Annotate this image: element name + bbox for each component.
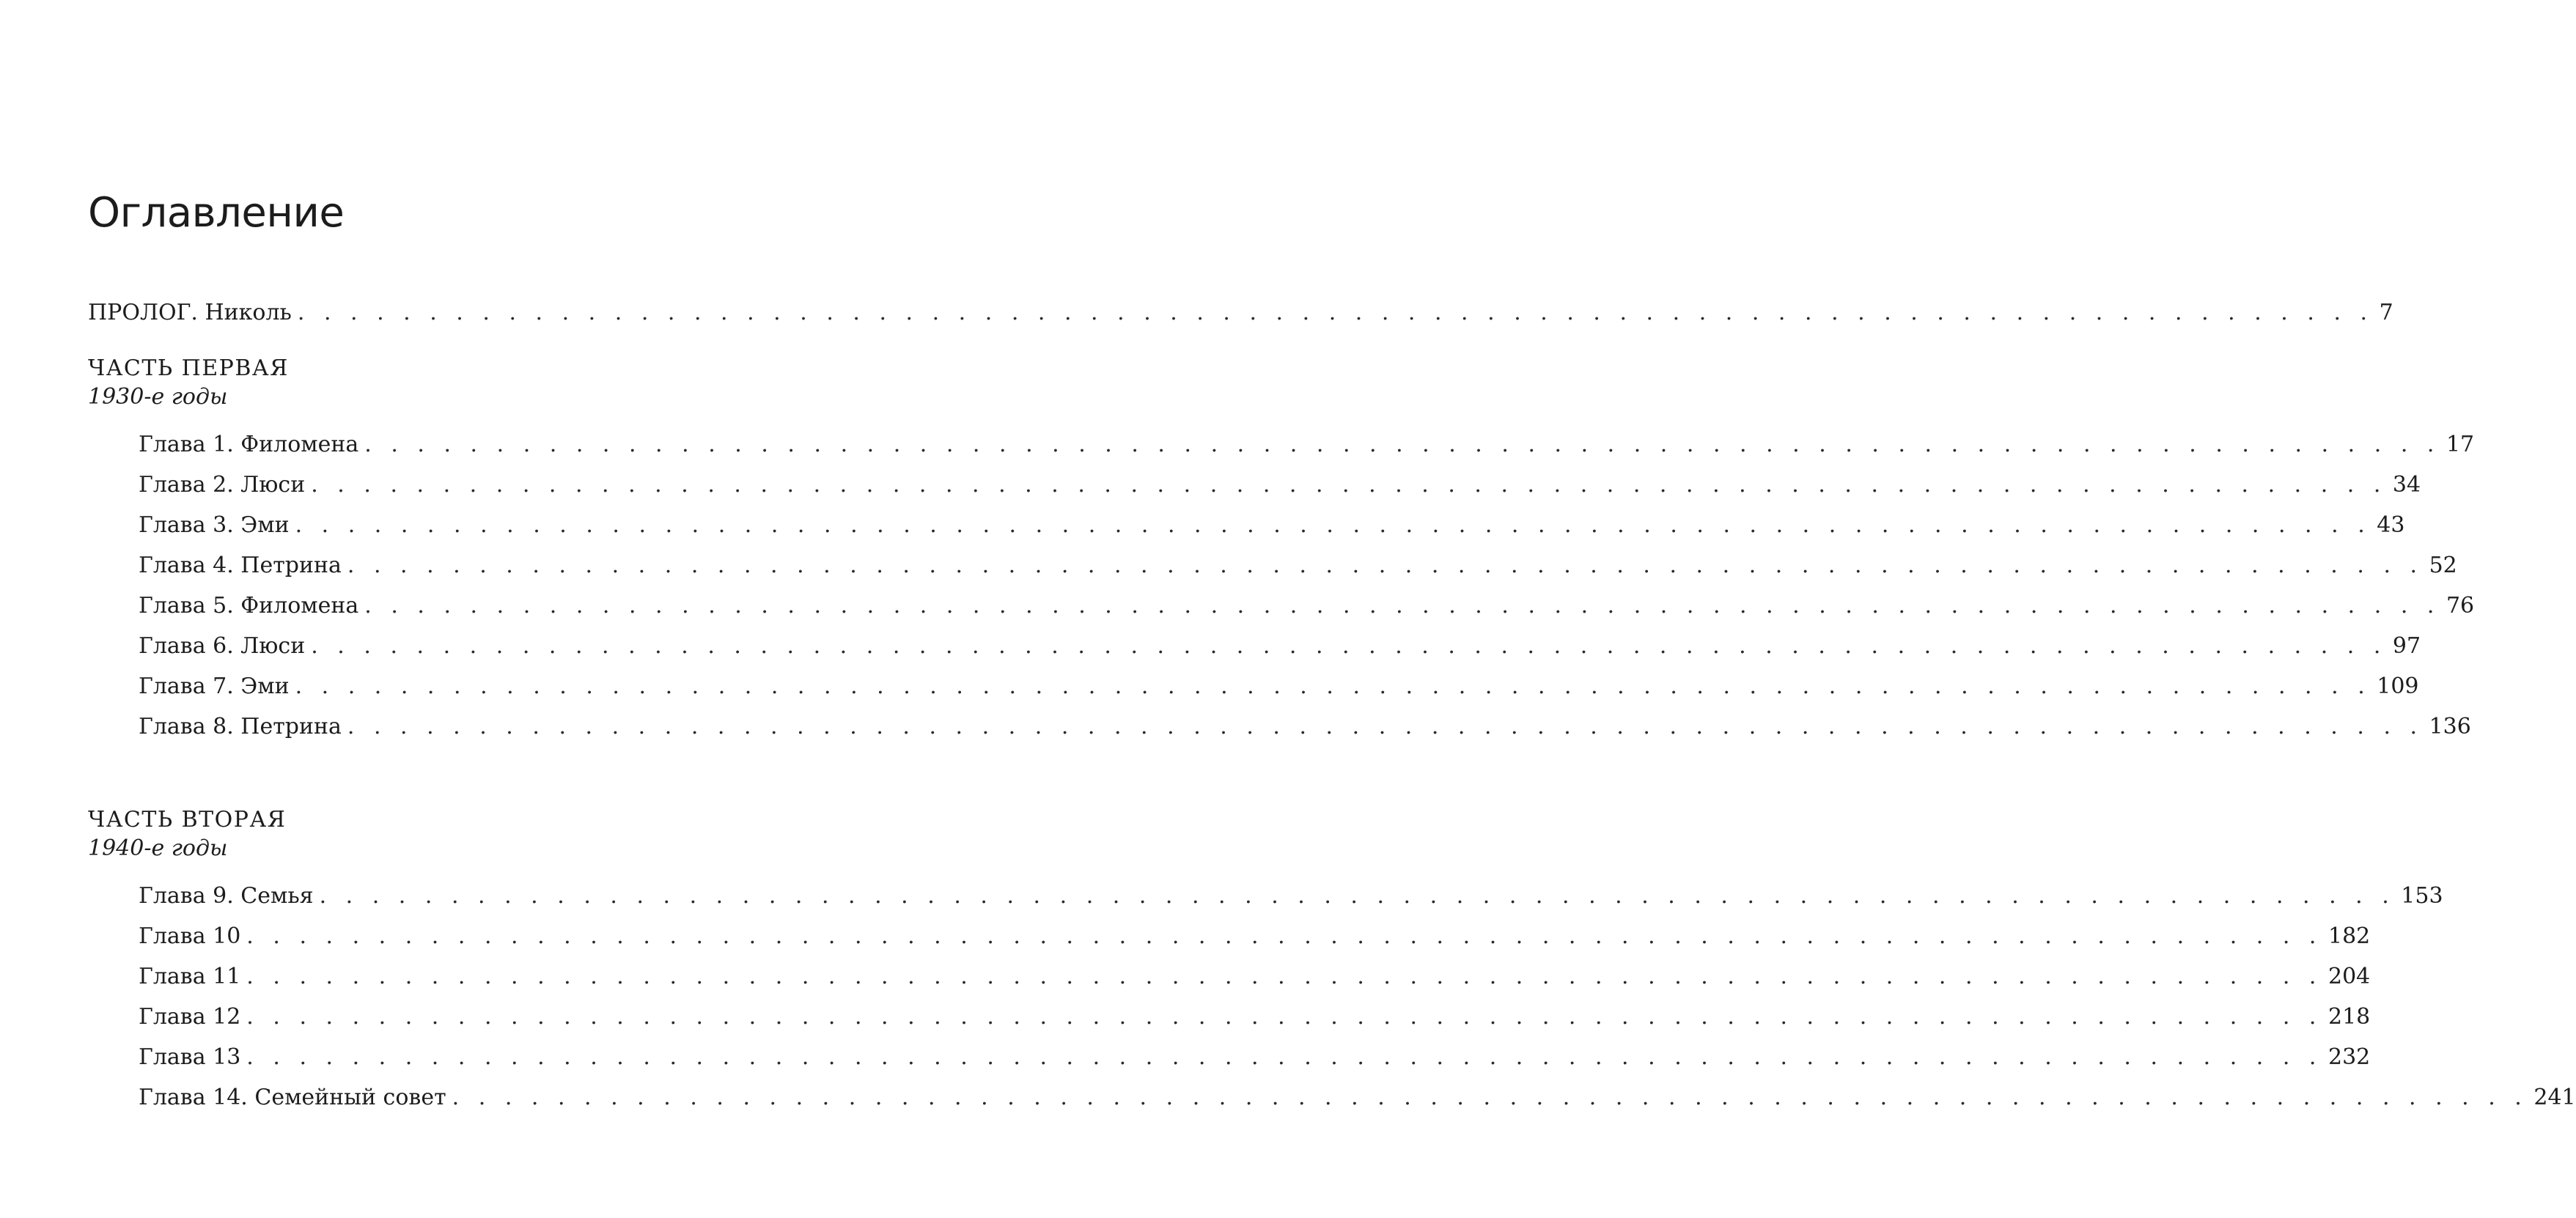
toc-entry-label: Глава 8. Петрина bbox=[139, 714, 342, 739]
toc-page-number: 153 bbox=[2401, 883, 2443, 909]
toc-page-number: 204 bbox=[2327, 964, 2371, 989]
toc-entry-label: Глава 14. Семейный совет bbox=[139, 1085, 446, 1110]
toc-page-number: 43 bbox=[2377, 512, 2405, 538]
toc-entry-label: Глава 11 bbox=[139, 964, 241, 989]
toc-page-number: 97 bbox=[2392, 633, 2421, 659]
toc-entry-label: Глава 12 bbox=[139, 1004, 241, 1030]
toc-entry-chapter-5[interactable] bbox=[139, 593, 2475, 619]
toc-entry-chapter-6[interactable] bbox=[139, 633, 2421, 659]
toc-entry-chapter-4[interactable] bbox=[139, 553, 2457, 578]
toc-leader-dots: . . . . . . . . . . . . . . . . . . . . . . . . . . . . . . . . . . . . . . . . . . . . . . . . . . . . . . . . . . . . . . . . . . . . . . . . . . . . . . . bbox=[452, 1085, 2528, 1110]
toc-leader-dots: . . . . . . . . . . . . . . . . . . . . . . . . . . . . . . . . . . . . . . . . . . . . . . . . . . . . . . . . . . . . . . . . . . . . . . . . . . . . . . . bbox=[246, 923, 2322, 949]
toc-entry-label: Глава 7. Эми bbox=[139, 673, 290, 699]
toc-page-number: 232 bbox=[2327, 1044, 2371, 1070]
toc-leader-dots: . . . . . . . . . . . . . . . . . . . . . . . . . . . . . . . . . . . . . . . . . . . . . . . . . . . . . . . . . . . . . . . . . . . . . . . . . . . . . . . bbox=[347, 553, 2424, 578]
toc-page-number: 182 bbox=[2327, 923, 2371, 949]
toc-entry-chapter-14[interactable] bbox=[139, 1085, 2576, 1110]
toc-page-number: 76 bbox=[2446, 593, 2475, 619]
part-two-title: ЧАСТЬ ВТОРАЯ bbox=[88, 807, 287, 833]
toc-entry-label: Глава 4. Петрина bbox=[139, 553, 342, 578]
toc-leader-dots: . . . . . . . . . . . . . . . . . . . . . . . . . . . . . . . . . . . . . . . . . . . . . . . . . . . . . . . . . . . . . . . . . . . . . . . . . . . . . . . bbox=[319, 883, 2396, 909]
toc-leader-dots: . . . . . . . . . . . . . . . . . . . . . . . . . . . . . . . . . . . . . . . . . . . . . . . . . . . . . . . . . . . . . . . . . . . . . . . . . . . . . . . bbox=[347, 714, 2424, 739]
toc-entry-chapter-9[interactable] bbox=[139, 883, 2443, 909]
toc-leader-dots: . . . . . . . . . . . . . . . . . . . . . . . . . . . . . . . . . . . . . . . . . . . . . . . . . . . . . . . . . . . . . . . . . . . . . . . . . . . . . . . bbox=[311, 633, 2387, 659]
toc-entry-label: Глава 13 bbox=[139, 1044, 241, 1070]
toc-entry-label: Глава 10 bbox=[139, 923, 241, 949]
toc-entry-label: Глава 2. Люси bbox=[139, 472, 306, 498]
toc-leader-dots: . . . . . . . . . . . . . . . . . . . . . . . . . . . . . . . . . . . . . . . . . . . . . . . . . . . . . . . . . . . . . . . . . . . . . . . . . . . . . . . bbox=[364, 593, 2440, 619]
toc-entry-chapter-11[interactable] bbox=[139, 964, 2371, 989]
toc-entry-label: Глава 5. Филомена bbox=[139, 593, 359, 619]
toc-leader-dots: . . . . . . . . . . . . . . . . . . . . . . . . . . . . . . . . . . . . . . . . . . . . . . . . . . . . . . . . . . . . . . . . . . . . . . . . . . . . . . . bbox=[311, 472, 2387, 498]
toc-entry-prologue[interactable] bbox=[88, 300, 2393, 325]
toc-page-number: 34 bbox=[2392, 472, 2421, 498]
part-two-years: 1940-е годы bbox=[88, 835, 228, 861]
toc-entry-chapter-10[interactable] bbox=[139, 923, 2371, 949]
toc-leader-dots: . . . . . . . . . . . . . . . . . . . . . . . . . . . . . . . . . . . . . . . . . . . . . . . . . . . . . . . . . . . . . . . . . . . . . . . . . . . . . . . bbox=[295, 512, 2371, 538]
toc-leader-dots: . . . . . . . . . . . . . . . . . . . . . . . . . . . . . . . . . . . . . . . . . . . . . . . . . . . . . . . . . . . . . . . . . . . . . . . . . . . . . . . bbox=[297, 300, 2374, 325]
toc-page-number: 109 bbox=[2377, 673, 2419, 699]
part-one-years: 1930-е годы bbox=[88, 384, 228, 410]
toc-page-number: 7 bbox=[2379, 300, 2393, 325]
toc-leader-dots: . . . . . . . . . . . . . . . . . . . . . . . . . . . . . . . . . . . . . . . . . . . . . . . . . . . . . . . . . . . . . . . . . . . . . . . . . . . . . . . bbox=[246, 964, 2322, 989]
toc-leader-dots: . . . . . . . . . . . . . . . . . . . . . . . . . . . . . . . . . . . . . . . . . . . . . . . . . . . . . . . . . . . . . . . . . . . . . . . . . . . . . . . bbox=[364, 432, 2440, 457]
toc-leader-dots: . . . . . . . . . . . . . . . . . . . . . . . . . . . . . . . . . . . . . . . . . . . . . . . . . . . . . . . . . . . . . . . . . . . . . . . . . . . . . . . bbox=[246, 1004, 2322, 1030]
page-title: Оглавление bbox=[88, 189, 345, 237]
toc-entry-chapter-1[interactable] bbox=[139, 432, 2475, 457]
toc-entry-chapter-8[interactable] bbox=[139, 714, 2471, 739]
toc-entry-chapter-7[interactable] bbox=[139, 673, 2419, 699]
toc-page-number: 17 bbox=[2446, 432, 2475, 457]
toc-leader-dots: . . . . . . . . . . . . . . . . . . . . . . . . . . . . . . . . . . . . . . . . . . . . . . . . . . . . . . . . . . . . . . . . . . . . . . . . . . . . . . . bbox=[246, 1044, 2322, 1070]
toc-leader-dots: . . . . . . . . . . . . . . . . . . . . . . . . . . . . . . . . . . . . . . . . . . . . . . . . . . . . . . . . . . . . . . . . . . . . . . . . . . . . . . . bbox=[295, 673, 2371, 699]
toc-entry-label: Глава 1. Филомена bbox=[139, 432, 359, 457]
toc-page-number: 218 bbox=[2327, 1004, 2371, 1030]
toc-entry-label: Глава 3. Эми bbox=[139, 512, 290, 538]
toc-entry-chapter-12[interactable] bbox=[139, 1004, 2371, 1030]
part-one-title: ЧАСТЬ ПЕРВАЯ bbox=[88, 355, 289, 381]
toc-entry-label: Глава 6. Люси bbox=[139, 633, 306, 659]
toc-page-number: 52 bbox=[2429, 553, 2457, 578]
toc-entry-chapter-3[interactable] bbox=[139, 512, 2405, 538]
toc-entry-chapter-13[interactable] bbox=[139, 1044, 2371, 1070]
toc-page-number: 241 bbox=[2533, 1085, 2576, 1110]
toc-entry-label: ПРОЛОГ. Николь bbox=[88, 300, 292, 325]
toc-page-number: 136 bbox=[2429, 714, 2471, 739]
toc-entry-label: Глава 9. Семья bbox=[139, 883, 314, 909]
toc-entry-chapter-2[interactable] bbox=[139, 472, 2421, 498]
